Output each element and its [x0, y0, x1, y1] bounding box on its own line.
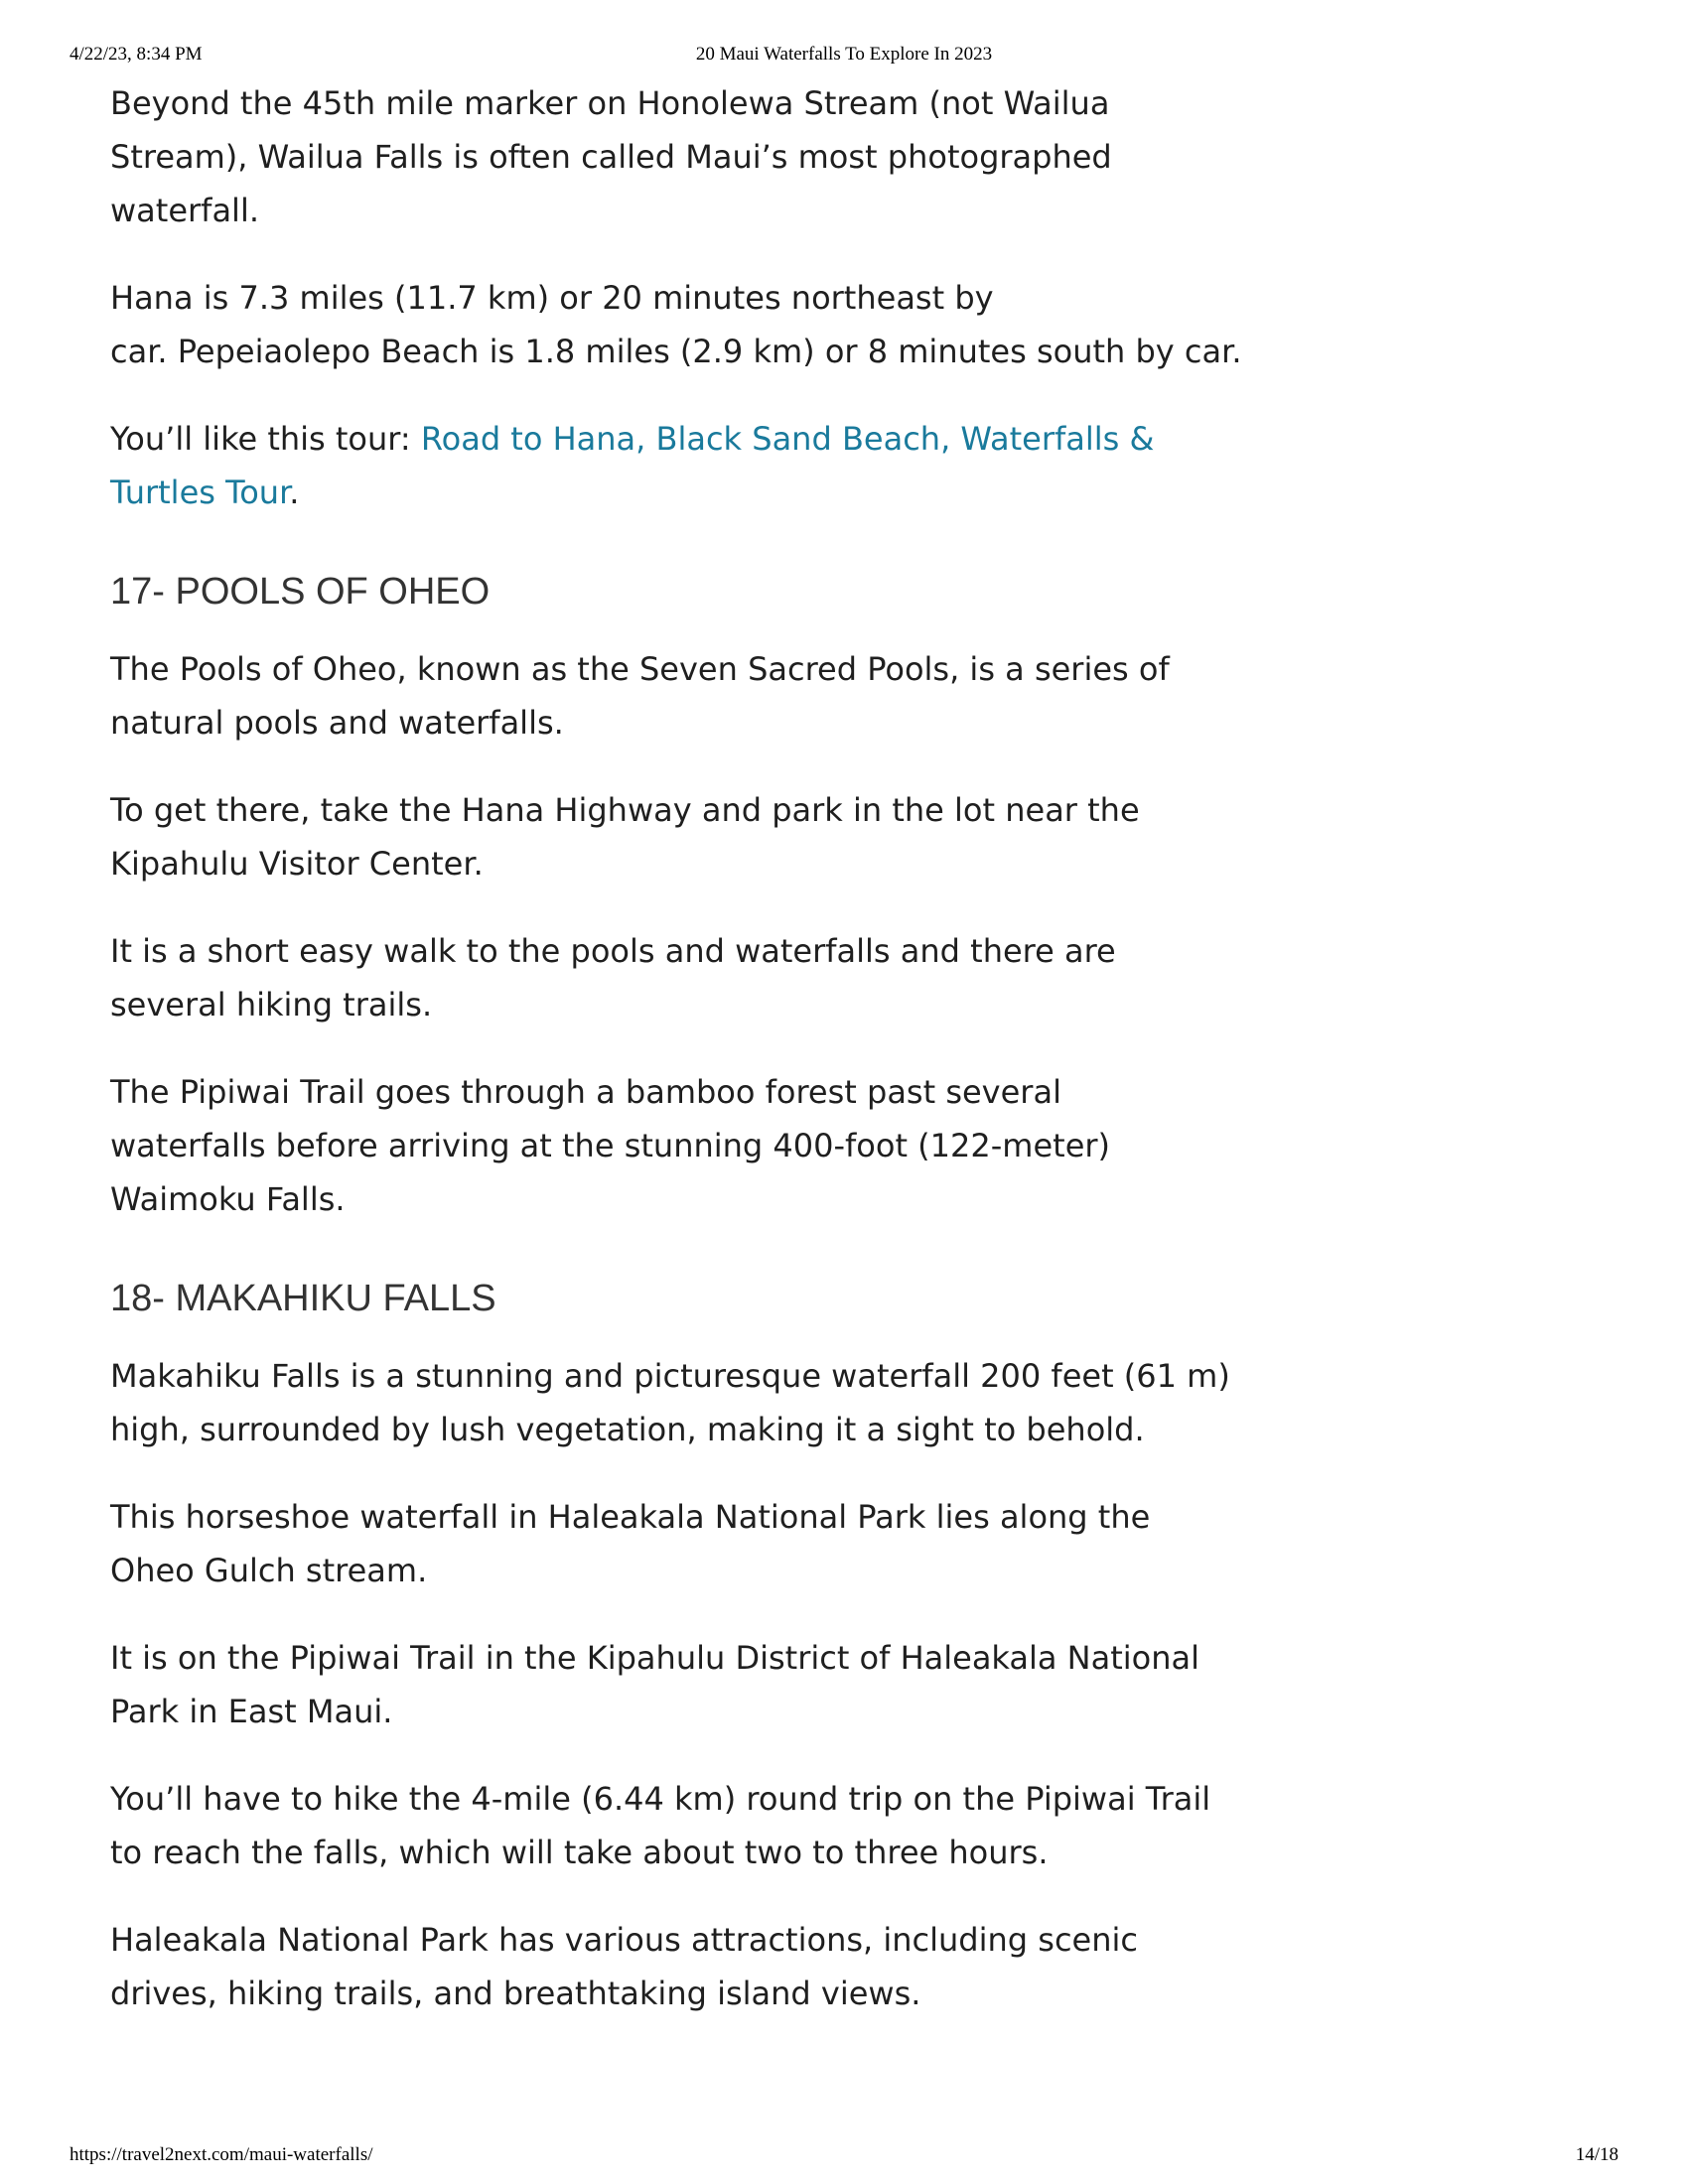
print-datetime: 4/22/23, 8:34 PM [70, 44, 203, 65]
print-page-number: 14/18 [1575, 2144, 1618, 2165]
section-heading-pools-of-oheo: 17- POOLS OF OHEO [110, 571, 491, 613]
section-heading-makahiku-falls: 18- MAKAHIKU FALLS [110, 1278, 496, 1319]
paragraph-pools-directions: To get there, take the Hana Highway and park in the lot near the Kipahulu Visitor Center. [110, 791, 1140, 883]
paragraph-pools-walk: It is a short easy walk to the pools and waterfalls and there are several hiking trails. [110, 932, 1116, 1024]
paragraph-hana-distance [110, 271, 1272, 378]
paragraph-pools-intro: The Pools of Oheo, known as the Seven Sacred Pools, is a series of natural pools and waterfalls. [110, 650, 1170, 742]
print-header [0, 44, 1688, 68]
print-page-title: 20 Maui Waterfalls To Explore In 2023 [695, 44, 993, 65]
paragraph-tour [110, 412, 1242, 519]
article-body [110, 76, 1272, 2054]
paragraph-haleakala: Haleakala National Park has various attractions, including scenic drives, hiking trails, and breathtaking island views. [110, 1921, 1138, 2012]
paragraph-hike: You’ll have to hike the 4-mile (6.44 km) round trip on the Pipiwai Trail to reach the falls, which will take about two to three hours. [110, 1780, 1211, 1871]
paragraph-hana-line1: Hana is 7.3 miles (11.7 km) or 20 minutes northeast by [110, 279, 994, 317]
print-footer [0, 2144, 1688, 2168]
paragraph-hana-line2: car. Pepeiaolepo Beach is 1.8 miles (2.9 km) or 8 minutes south by car. [110, 333, 1242, 370]
paragraph-kipahulu: It is on the Pipiwai Trail in the Kipahulu District of Haleakala National Park in East Maui. [110, 1639, 1200, 1730]
paragraph-horseshoe: This horseshoe waterfall in Haleakala National Park lies along the Oheo Gulch stream. [110, 1498, 1151, 1589]
paragraph-pipiwai-trail: The Pipiwai Trail goes through a bamboo forest past several waterfalls before arriving at the stunning 400-foot (122-meter) Waimoku Falls. [110, 1073, 1111, 1218]
tour-suffix: . [289, 474, 300, 511]
paragraph-wailua: Beyond the 45th mile marker on Honolewa Stream (not Wailua Stream), Wailua Falls is often called Maui’s most photographed waterfall. [110, 84, 1112, 229]
tour-prefix: You’ll like this tour: [110, 420, 421, 458]
print-url: https://travel2next.com/maui-waterfalls/ [70, 2144, 373, 2165]
tour-link[interactable]: Road to Hana, Black Sand Beach, Waterfalls & Turtles Tour [110, 420, 1155, 511]
paragraph-makahiku-intro: Makahiku Falls is a stunning and picturesque waterfall 200 feet (61 m) high, surrounded by lush vegetation, making it a sight to behold. [110, 1357, 1230, 1448]
